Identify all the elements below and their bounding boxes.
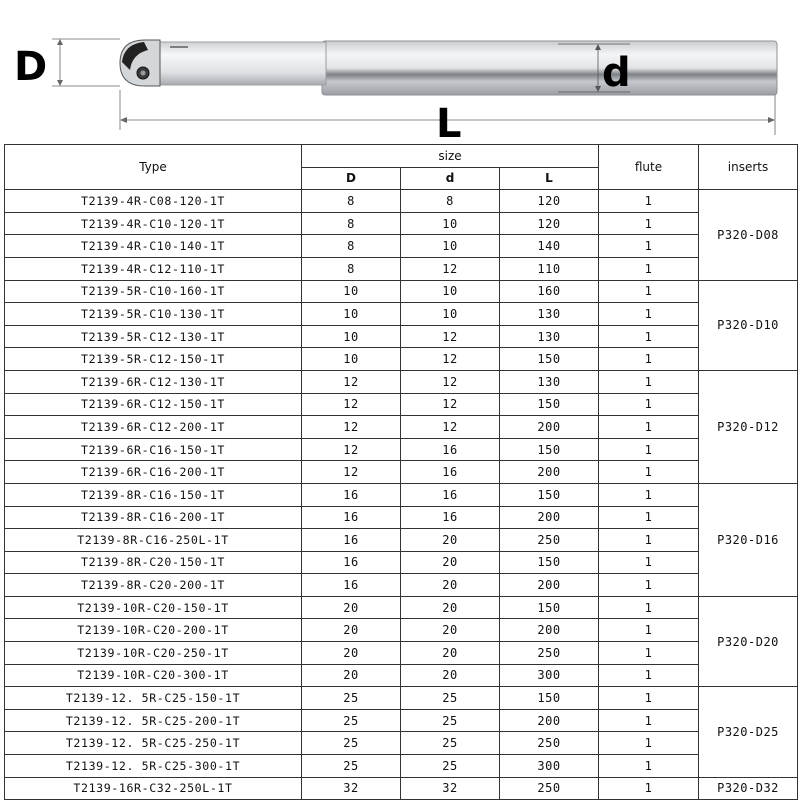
cell-size-D: 8 [302,235,401,258]
table-row [5,664,798,687]
cell-size-D: 20 [302,664,401,687]
cell-size-L: 300 [500,664,599,687]
cell-flute: 1 [599,709,699,732]
header-L: L [500,167,599,190]
header-type: Type [5,145,302,190]
cell-size-d: 20 [401,551,500,574]
cell-size-D: 20 [302,596,401,619]
table-row [5,325,798,348]
cell-type: T2139-5R-C12-130-1T [5,325,302,348]
table-row [5,596,798,619]
cell-type: T2139-8R-C16-200-1T [5,506,302,529]
cell-flute: 1 [599,506,699,529]
cell-inserts: P320-D32 [699,777,798,800]
cell-size-D: 10 [302,280,401,303]
cell-size-D: 12 [302,461,401,484]
cell-size-L: 140 [500,235,599,258]
cell-size-L: 130 [500,325,599,348]
cell-type: T2139-10R-C20-250-1T [5,642,302,665]
cell-flute: 1 [599,596,699,619]
cell-flute: 1 [599,280,699,303]
cell-size-D: 25 [302,709,401,732]
cell-size-d: 10 [401,212,500,235]
header-D: D [302,167,401,190]
table-row [5,687,798,710]
cell-size-d: 20 [401,596,500,619]
cell-flute: 1 [599,664,699,687]
cell-type: T2139-8R-C16-250L-1T [5,529,302,552]
cell-size-L: 250 [500,529,599,552]
cell-type: T2139-10R-C20-200-1T [5,619,302,642]
cell-size-D: 12 [302,438,401,461]
dimension-D-label: D [14,44,48,90]
header-size: size [302,145,599,168]
table-row [5,642,798,665]
dimension-L [120,90,775,142]
cell-flute: 1 [599,755,699,778]
cell-flute: 1 [599,303,699,326]
cell-size-d: 10 [401,280,500,303]
cell-size-d: 16 [401,461,500,484]
cell-size-L: 200 [500,709,599,732]
cell-size-L: 120 [500,212,599,235]
cell-size-d: 8 [401,190,500,213]
cell-type: T2139-4R-C10-140-1T [5,235,302,258]
cell-size-D: 20 [302,642,401,665]
spec-table-body [5,190,798,800]
cell-flute: 1 [599,393,699,416]
table-row [5,190,798,213]
cell-size-D: 32 [302,777,401,800]
table-row [5,619,798,642]
cell-inserts: P320-D16 [699,483,798,596]
cell-inserts: P320-D25 [699,687,798,777]
cell-size-L: 200 [500,461,599,484]
cell-size-L: 150 [500,348,599,371]
cell-type: T2139-6R-C16-200-1T [5,461,302,484]
cell-flute: 1 [599,619,699,642]
cell-flute: 1 [599,212,699,235]
header-flute: flute [599,145,699,190]
cell-flute: 1 [599,325,699,348]
cell-flute: 1 [599,257,699,280]
cell-type: T2139-8R-C20-150-1T [5,551,302,574]
cell-type: T2139-6R-C12-130-1T [5,370,302,393]
cell-size-D: 10 [302,325,401,348]
cell-flute: 1 [599,574,699,597]
cell-size-d: 12 [401,416,500,439]
cell-size-L: 160 [500,280,599,303]
cell-type: T2139-12. 5R-C25-300-1T [5,755,302,778]
cell-type: T2139-16R-C32-250L-1T [5,777,302,800]
cell-type: T2139-5R-C10-160-1T [5,280,302,303]
table-row [5,732,798,755]
cell-flute: 1 [599,642,699,665]
cell-size-d: 20 [401,619,500,642]
cell-size-d: 20 [401,574,500,597]
cell-size-L: 200 [500,416,599,439]
cell-inserts: P320-D08 [699,190,798,280]
cell-type: T2139-10R-C20-150-1T [5,596,302,619]
cell-flute: 1 [599,416,699,439]
cell-type: T2139-4R-C08-120-1T [5,190,302,213]
cell-type: T2139-4R-C12-110-1T [5,257,302,280]
cell-size-d: 25 [401,709,500,732]
table-row [5,755,798,778]
cell-size-L: 130 [500,370,599,393]
table-row [5,506,798,529]
cell-size-D: 16 [302,551,401,574]
cell-size-d: 10 [401,303,500,326]
cell-flute: 1 [599,235,699,258]
table-row [5,529,798,552]
cell-size-D: 12 [302,393,401,416]
cell-size-d: 20 [401,529,500,552]
cell-size-D: 16 [302,529,401,552]
cell-size-L: 250 [500,732,599,755]
cell-flute: 1 [599,687,699,710]
table-row [5,303,798,326]
cell-size-L: 150 [500,438,599,461]
cell-size-L: 150 [500,483,599,506]
table-row [5,212,798,235]
table-row [5,257,798,280]
table-row [5,461,798,484]
table-row [5,709,798,732]
cell-size-D: 12 [302,370,401,393]
cutting-head [120,40,160,86]
header-d: d [401,167,500,190]
cell-type: T2139-10R-C20-300-1T [5,664,302,687]
cell-type: T2139-6R-C12-150-1T [5,393,302,416]
cell-inserts: P320-D12 [699,370,798,483]
cell-size-L: 150 [500,393,599,416]
header-inserts: inserts [699,145,798,190]
cell-size-L: 120 [500,190,599,213]
tool-shank [322,41,777,95]
cell-inserts: P320-D10 [699,280,798,370]
cell-size-d: 12 [401,348,500,371]
cell-size-D: 8 [302,257,401,280]
cell-flute: 1 [599,732,699,755]
table-row [5,235,798,258]
cell-size-D: 16 [302,574,401,597]
cell-size-D: 8 [302,190,401,213]
cell-type: T2139-6R-C16-150-1T [5,438,302,461]
cell-size-D: 16 [302,483,401,506]
cell-type: T2139-12. 5R-C25-250-1T [5,732,302,755]
dimension-L-label: L [436,101,462,142]
cell-size-L: 300 [500,755,599,778]
cell-size-d: 32 [401,777,500,800]
cell-flute: 1 [599,777,699,800]
dimension-d-label: d [602,50,631,96]
cell-size-d: 12 [401,370,500,393]
cell-type: T2139-5R-C12-150-1T [5,348,302,371]
cell-size-D: 10 [302,303,401,326]
table-row [5,348,798,371]
table-row [5,416,798,439]
cell-size-d: 25 [401,687,500,710]
cell-size-d: 10 [401,235,500,258]
cell-size-D: 25 [302,732,401,755]
cell-flute: 1 [599,551,699,574]
cell-size-d: 12 [401,325,500,348]
cell-size-d: 16 [401,506,500,529]
cell-size-L: 150 [500,687,599,710]
cell-size-L: 150 [500,551,599,574]
table-row [5,483,798,506]
cell-size-D: 25 [302,755,401,778]
cell-size-D: 16 [302,506,401,529]
cell-size-D: 10 [302,348,401,371]
cell-size-d: 12 [401,393,500,416]
cell-type: T2139-4R-C10-120-1T [5,212,302,235]
cell-size-d: 12 [401,257,500,280]
cell-flute: 1 [599,190,699,213]
cell-flute: 1 [599,483,699,506]
cell-inserts: P320-D20 [699,596,798,686]
table-row [5,280,798,303]
cell-size-D: 20 [302,619,401,642]
cell-flute: 1 [599,461,699,484]
cell-flute: 1 [599,438,699,461]
table-row [5,393,798,416]
cell-size-L: 150 [500,596,599,619]
cell-size-d: 16 [401,438,500,461]
tool-neck [150,42,326,85]
cell-size-D: 12 [302,416,401,439]
table-row [5,438,798,461]
cell-size-D: 25 [302,687,401,710]
cell-size-d: 25 [401,755,500,778]
cell-size-L: 110 [500,257,599,280]
cell-type: T2139-12. 5R-C25-150-1T [5,687,302,710]
tool-diagram [0,0,800,142]
cell-size-L: 200 [500,619,599,642]
cell-size-d: 25 [401,732,500,755]
cell-type: T2139-6R-C12-200-1T [5,416,302,439]
cell-type: T2139-12. 5R-C25-200-1T [5,709,302,732]
cell-size-L: 130 [500,303,599,326]
table-row [5,777,798,800]
cell-size-D: 8 [302,212,401,235]
spec-table [4,144,798,800]
cell-type: T2139-5R-C10-130-1T [5,303,302,326]
cell-size-L: 200 [500,574,599,597]
cell-type: T2139-8R-C20-200-1T [5,574,302,597]
cell-flute: 1 [599,370,699,393]
cell-size-d: 16 [401,483,500,506]
cell-size-L: 250 [500,777,599,800]
cell-type: T2139-8R-C16-150-1T [5,483,302,506]
table-row [5,574,798,597]
table-row [5,551,798,574]
table-row [5,370,798,393]
cell-size-L: 250 [500,642,599,665]
cell-flute: 1 [599,529,699,552]
dimension-D [14,39,120,90]
cell-size-d: 20 [401,664,500,687]
cell-flute: 1 [599,348,699,371]
cell-size-L: 200 [500,506,599,529]
cell-size-d: 20 [401,642,500,665]
